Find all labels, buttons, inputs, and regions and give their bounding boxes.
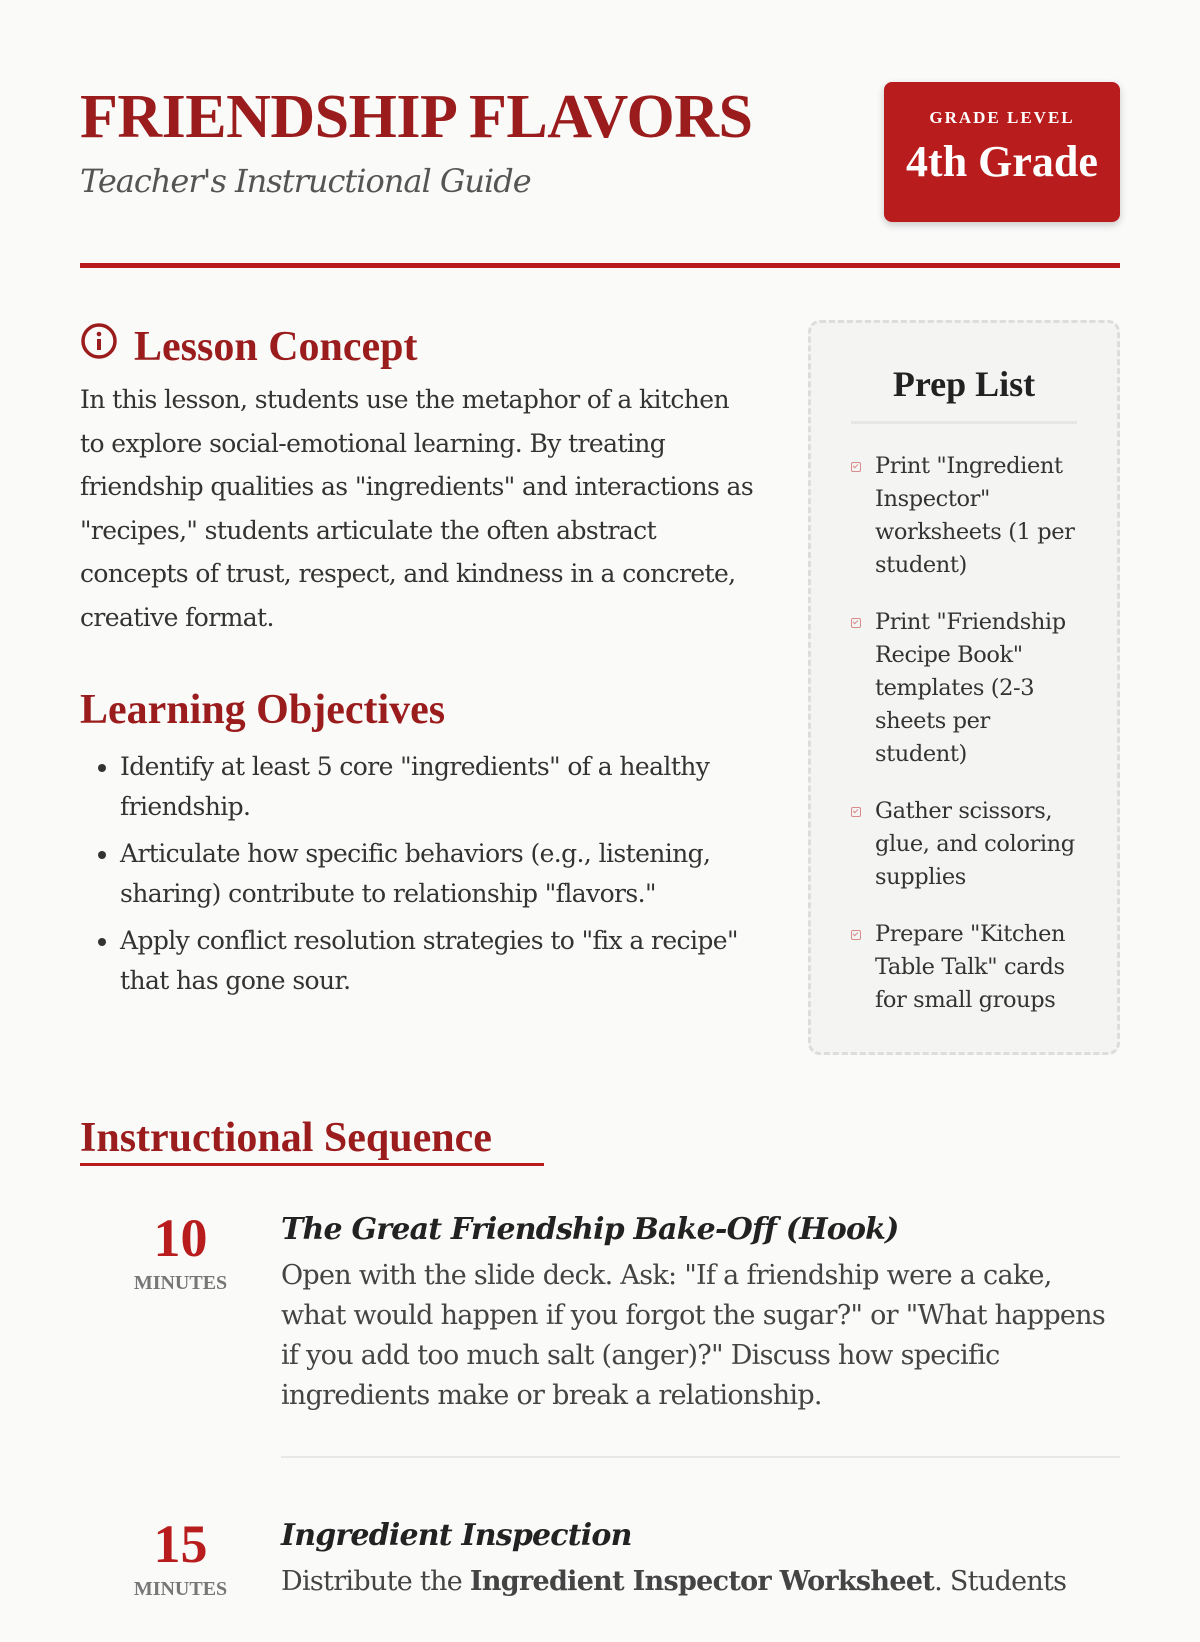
concept-text: In this lesson, students use the metaphor of a kitchen to explore social-emotional learning. By treating friendship qualities as "ingredients" and interactions as "recipes," students articulate the often abstract concepts of trust, respect, and kindness in a concrete, creative format. <box>80 385 754 632</box>
prep-item <box>851 450 1077 582</box>
badge-value: 4th Grade <box>906 137 1098 186</box>
sequence-step <box>80 1210 1120 1458</box>
badge-label: GRADE LEVEL <box>929 108 1075 127</box>
prep-list-heading: Prep List <box>851 363 1077 424</box>
page-subtitle: Teacher's Instructional Guide <box>80 162 531 200</box>
section-heading: Instructional Sequence <box>80 1113 544 1166</box>
prep-item-text: Gather scissors, glue, and coloring supplies <box>875 798 1075 890</box>
step-text-part: . Students <box>934 1566 1067 1597</box>
learning-objectives <box>80 685 760 1001</box>
step-text: Open with the slide deck. Ask: "If a friendship were a cake, what would happen if you forgot the sugar?" or "What happens if you add too much salt (anger)?" Discuss how specific ingredients make or break a relationship. <box>281 1260 1106 1411</box>
section-heading: Lesson Concept <box>134 324 418 370</box>
checkbox-icon <box>851 807 861 817</box>
lesson-concept <box>80 322 760 639</box>
grade-level-badge <box>884 82 1120 222</box>
checkbox-icon <box>851 462 861 472</box>
step-unit: MINUTES <box>133 1578 228 1600</box>
objective-item: • Apply conflict resolution strategies to "fix a recipe" that has gone sour. <box>120 921 760 1001</box>
checkbox-icon <box>851 618 861 628</box>
sequence-step <box>80 1516 1120 1642</box>
checkbox-icon <box>851 930 861 940</box>
step-unit: MINUTES <box>133 1272 228 1294</box>
objective-item: • Identify at least 5 core "ingredients" of a healthy friendship. <box>120 747 760 827</box>
prep-item-text: Prepare "Kitchen Table Talk" cards for small groups <box>875 921 1066 1013</box>
header <box>80 0 1120 268</box>
prep-item <box>851 918 1077 1017</box>
step-text-part: Distribute the <box>281 1566 470 1597</box>
worksheet-name: Ingredient Inspector Worksheet <box>469 1566 935 1597</box>
step-text <box>281 1562 1120 1602</box>
prep-list <box>808 320 1120 1055</box>
page-title: FRIENDSHIP FLAVORS <box>80 83 753 151</box>
step-title: Ingredient Inspection <box>281 1518 632 1553</box>
info-icon <box>80 322 118 372</box>
step-minutes: 15 <box>153 1514 208 1574</box>
prep-item <box>851 606 1077 771</box>
step-minutes: 10 <box>153 1208 208 1268</box>
prep-item-text: Print "Ingredient Inspector" worksheets (1 per student) <box>875 453 1075 578</box>
instructional-sequence <box>80 1113 1120 1642</box>
step-title: The Great Friendship Bake-Off (Hook) <box>281 1212 899 1247</box>
prep-item-text: Print "Friendship Recipe Book" templates (2-3 sheets per student) <box>875 609 1066 767</box>
prep-item <box>851 795 1077 894</box>
section-heading: Learning Objectives <box>80 687 446 733</box>
objective-item: • Articulate how specific behaviors (e.g., listening, sharing) contribute to relationship "flavors." <box>120 834 760 914</box>
